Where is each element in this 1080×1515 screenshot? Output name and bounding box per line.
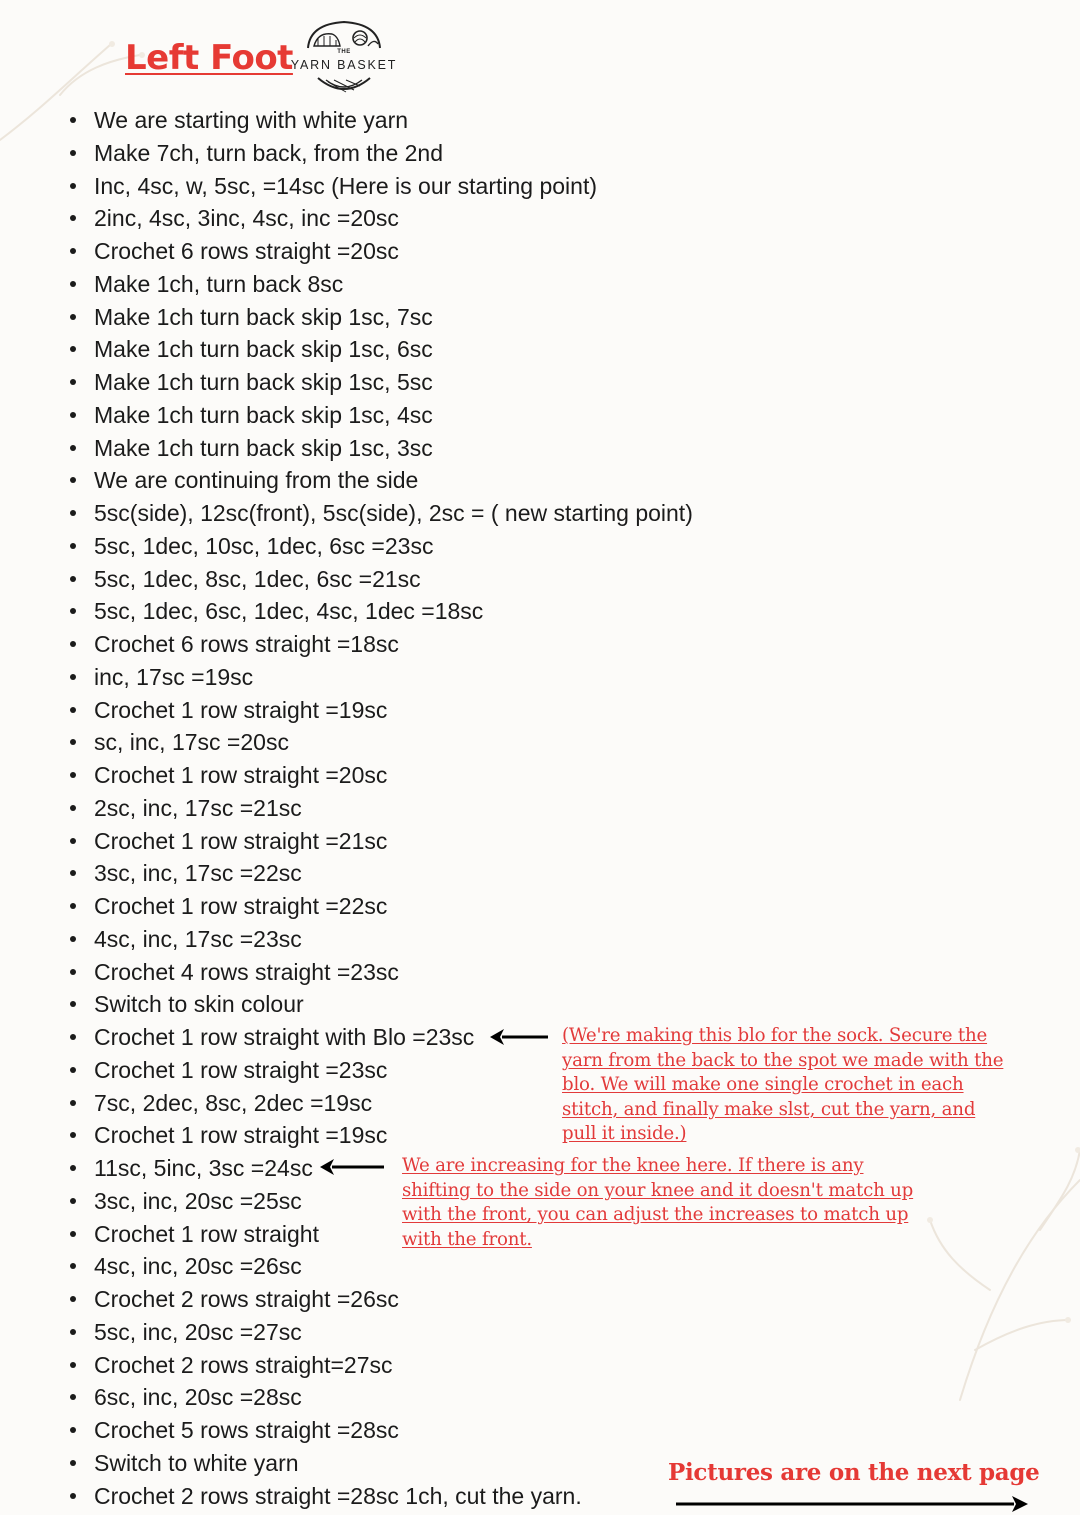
arrow-left-icon <box>318 1157 386 1177</box>
step-text: Crochet 1 row straight =23sc <box>94 1056 388 1083</box>
logo-name: YARN BASKET <box>290 58 398 72</box>
step-text: Make 7ch, turn back, from the 2nd <box>94 139 444 166</box>
bullet-icon <box>70 1329 76 1335</box>
step-text: inc, 17sc =19sc <box>94 663 254 690</box>
step-text: 5sc, 1dec, 6sc, 1dec, 4sc, 1dec =18sc <box>94 598 484 625</box>
bullet-icon <box>70 838 76 844</box>
bullet-icon <box>70 1198 76 1204</box>
step-text: 4sc, inc, 17sc =23sc <box>94 925 302 952</box>
yarn-basket-logo <box>288 16 400 98</box>
bullet-icon <box>70 1296 76 1302</box>
step-text: Crochet 5 rows straight =28sc <box>94 1417 399 1443</box>
bullet-icon <box>70 936 76 942</box>
step-text: Switch to white yarn <box>94 1449 299 1476</box>
bullet-icon <box>70 969 76 975</box>
bullet-icon <box>70 281 76 287</box>
bullet-icon <box>70 1493 76 1499</box>
bullet-icon <box>70 314 76 320</box>
step-text: Crochet 1 row straight =19sc <box>94 696 388 723</box>
bullet-icon <box>70 412 76 418</box>
bullet-icon <box>70 183 76 189</box>
step-text: Crochet 6 rows straight =18sc <box>94 631 399 657</box>
arrow-left-icon <box>488 1027 550 1047</box>
step-text: Crochet 1 row straight =19sc <box>94 1122 388 1149</box>
bullet-icon <box>70 117 76 123</box>
bullet-icon <box>70 379 76 385</box>
step-text: Crochet 1 row straight =20sc <box>94 762 388 788</box>
bullet-icon <box>70 805 76 811</box>
step-text: Switch to skin colour <box>94 991 304 1018</box>
step-text: 2sc, inc, 17sc =21sc <box>94 794 302 821</box>
step-text: Crochet 1 row straight with Blo =23sc <box>94 1024 475 1050</box>
step-text: 3sc, inc, 17sc =22sc <box>94 860 302 887</box>
bullet-icon <box>70 1165 76 1171</box>
step-text: Make 1ch turn back skip 1sc, 7sc <box>94 303 433 330</box>
bullet-icon <box>70 576 76 582</box>
bullet-icon <box>70 1231 76 1237</box>
step-text: 11sc, 5inc, 3sc =24sc <box>94 1155 313 1181</box>
step-text: 5sc(side), 12sc(front), 5sc(side), 2sc = ( new starting point) <box>94 500 693 526</box>
step-text: 4sc, inc, 20sc =26sc <box>94 1253 302 1280</box>
step-text: We are starting with white yarn <box>94 107 409 133</box>
arrow-right-icon <box>672 1494 1032 1514</box>
step-text: 5sc, inc, 20sc =27sc <box>94 1318 302 1345</box>
bullet-icon <box>70 1362 76 1368</box>
bullet-icon <box>70 641 76 647</box>
page-title: Left Foot <box>125 38 293 78</box>
bullet-icon <box>70 1100 76 1106</box>
step-text: We are continuing from the side <box>94 467 419 494</box>
bullet-icon <box>70 543 76 549</box>
bullet-icon <box>70 903 76 909</box>
knee-note: We are increasing for the knee here. If there is any shifting to the side on your knee and it doesn't match up with the front, you can adjust the increases to match up with the front. <box>402 1155 914 1250</box>
bullet-icon <box>70 248 76 254</box>
step-text: Crochet 1 row straight <box>94 1220 319 1247</box>
step-text: Crochet 2 rows straight=27sc <box>94 1351 393 1378</box>
step-text: Crochet 4 rows straight =23sc <box>94 958 399 985</box>
bullet-icon <box>70 707 76 713</box>
step-text: 2inc, 4sc, 3inc, 4sc, inc =20sc <box>94 205 399 232</box>
step-text: sc, inc, 17sc =20sc <box>94 729 289 756</box>
step-text: Make 1ch turn back skip 1sc, 5sc <box>94 369 433 395</box>
step-text: 5sc, 1dec, 8sc, 1dec, 6sc =21sc <box>94 565 421 592</box>
bullet-icon <box>70 1067 76 1073</box>
step-text: Crochet 2 rows straight =28sc 1ch, cut the yarn. <box>94 1482 582 1509</box>
step-text: Crochet 2 rows straight =26sc <box>94 1286 399 1312</box>
bullet-icon <box>70 1460 76 1466</box>
logo-the: THE <box>337 49 351 55</box>
step-text: Inc, 4sc, w, 5sc, =14sc (Here is our starting point) <box>94 172 598 199</box>
step-text: 6sc, inc, 20sc =28sc <box>94 1384 302 1411</box>
step-text: 7sc, 2dec, 8sc, 2dec =19sc <box>94 1089 373 1116</box>
step-text: 5sc, 1dec, 10sc, 1dec, 6sc =23sc <box>94 532 434 559</box>
next-page-label: Pictures are on the next page <box>668 1459 1040 1486</box>
step-text: Make 1ch turn back skip 1sc, 4sc <box>94 401 433 428</box>
step-text: Crochet 1 row straight =21sc <box>94 827 388 854</box>
bullet-icon <box>70 1427 76 1433</box>
blo-note: (We're making this blo for the sock. Secure the yarn from the back to the spot we made with the blo. We will make one single crochet in each stitch, and finally make slst, cut the yarn, and pull it inside.) <box>562 1025 1004 1145</box>
bullet-icon <box>70 150 76 156</box>
step-text: Crochet 1 row straight =22sc <box>94 893 388 919</box>
bullet-icon <box>70 510 76 516</box>
step-text: Crochet 6 rows straight =20sc <box>94 238 399 264</box>
bullet-icon <box>70 445 76 451</box>
step-text: Make 1ch, turn back 8sc <box>94 270 344 297</box>
bullet-icon <box>70 772 76 778</box>
step-text: Make 1ch turn back skip 1sc, 6sc <box>94 336 433 363</box>
step-text: Make 1ch turn back skip 1sc, 3sc <box>94 434 433 461</box>
step-text: 3sc, inc, 20sc =25sc <box>94 1187 302 1214</box>
bullet-icon <box>70 674 76 680</box>
bullet-icon <box>70 1034 76 1040</box>
